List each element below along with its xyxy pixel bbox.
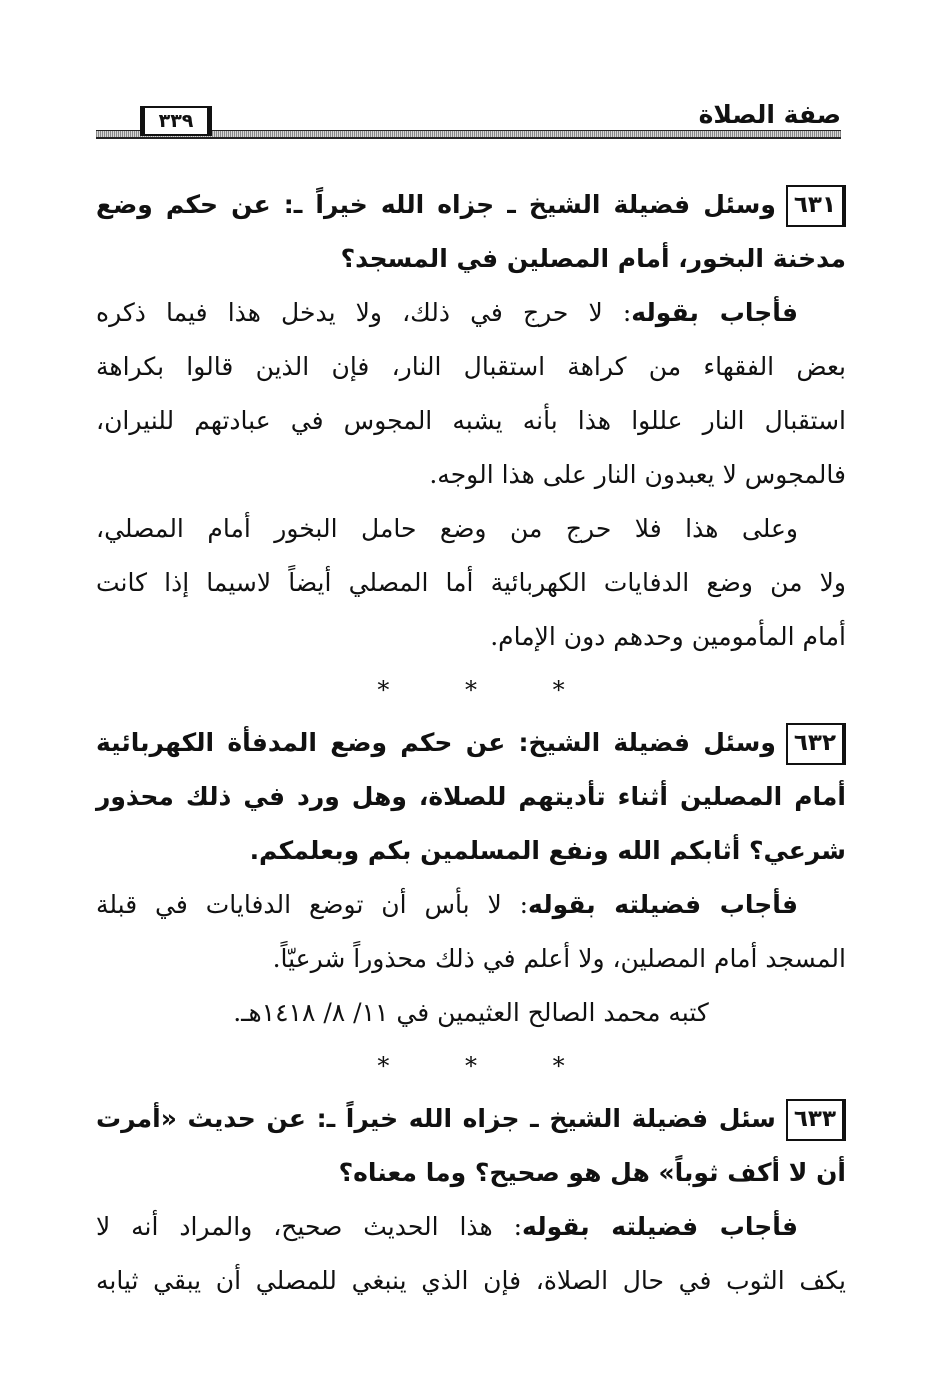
q631-answer-line-3: استقبال النار عللوا هذا بأنه يشبه المجوس في عبادتهم للنيران، [96,406,846,435]
q631-question-line-2: مدخنة البخور، أمام المصلين في المسجد؟ [340,244,846,273]
q633-answer-line-1 [96,1200,846,1254]
q632-answer-label: فأجاب فضيلته بقوله [528,890,798,919]
q631-para2-line-3: أمام المأمومين وحدهم دون الإمام. [490,622,846,651]
q633-question-line-2: أن لا أكف ثوباً» هل هو صحيح؟ وما معناه؟ [338,1158,846,1187]
section-separator-2: * * * [377,1052,599,1080]
q631-answer-line-2: بعض الفقهاء من كراهة استقبال النار، فإن الذين قالوا بكراهة [96,352,846,381]
q632-signature: كتبه محمد الصالح العثيمين في ١١/ ٨/ ١٤١٨هـ. [233,998,709,1027]
running-title: صفة الصلاة [698,100,841,129]
q631-question-line-1 [96,178,846,232]
q633-question-line-1 [96,1092,846,1146]
q631-para2-line-2: ولا من وضع الدفايات الكهربائية أما المصلي أيضاً لاسيما إذا كانت [96,568,846,597]
q633-number: ٦٣٣ [786,1099,846,1141]
q632-answer-line-1 [96,878,846,932]
page-header [96,100,841,150]
page-number: ٣٣٩ [140,106,212,136]
q633-question-text-1: سئل فضيلة الشيخ ـ جزاه الله خيراً ـ: عن حديث «أمرت [96,1104,776,1133]
q632-answer-text-1: : لا بأس أن توضع الدفايات في قبلة [96,890,529,919]
q632-question-line-1 [96,716,846,770]
q633-answer-label: فأجاب فضيلته بقوله [522,1212,799,1241]
page-content [96,178,846,1308]
q632-answer-line-2: المسجد أمام المصلين، ولا أعلم في ذلك محذوراً شرعيّاً. [272,944,846,973]
q631-number: ٦٣١ [786,185,846,227]
q633-answer-line-2: يكف الثوب في حال الصلاة، فإن الذي ينبغي للمصلي أن يبقي ثيابه [96,1266,846,1295]
q632-question-line-2: أمام المصلين أثناء تأديتهم للصلاة، وهل ورد في ذلك محذور [96,782,846,811]
q632-question-text-1: وسئل فضيلة الشيخ: عن حكم وضع المدفأة الكهربائية [96,728,776,757]
q632-number: ٦٣٢ [786,723,846,765]
q631-answer-text-1: : لا حرج في ذلك، ولا يدخل هذا فيما ذكره [96,298,632,327]
q631-answer-line-1 [96,286,846,340]
q633-answer-text-1: : هذا الحديث صحيح، والمراد أنه لا [96,1212,523,1241]
q631-question-text-1: وسئل فضيلة الشيخ ـ جزاه الله خيراً ـ: عن حكم وضع [96,190,776,219]
q631-answer-line-4: فالمجوس لا يعبدون النار على هذا الوجه. [429,460,846,489]
section-separator-1: * * * [377,676,599,704]
q631-para2-line-1: وعلى هذا فلا حرج من وضع حامل البخور أمام المصلي، [96,514,798,543]
q632-question-line-3: شرعي؟ أثابكم الله ونفع المسلمين بكم وبعلمكم. [249,836,846,865]
q631-answer-label: فأجاب بقوله [631,298,798,327]
